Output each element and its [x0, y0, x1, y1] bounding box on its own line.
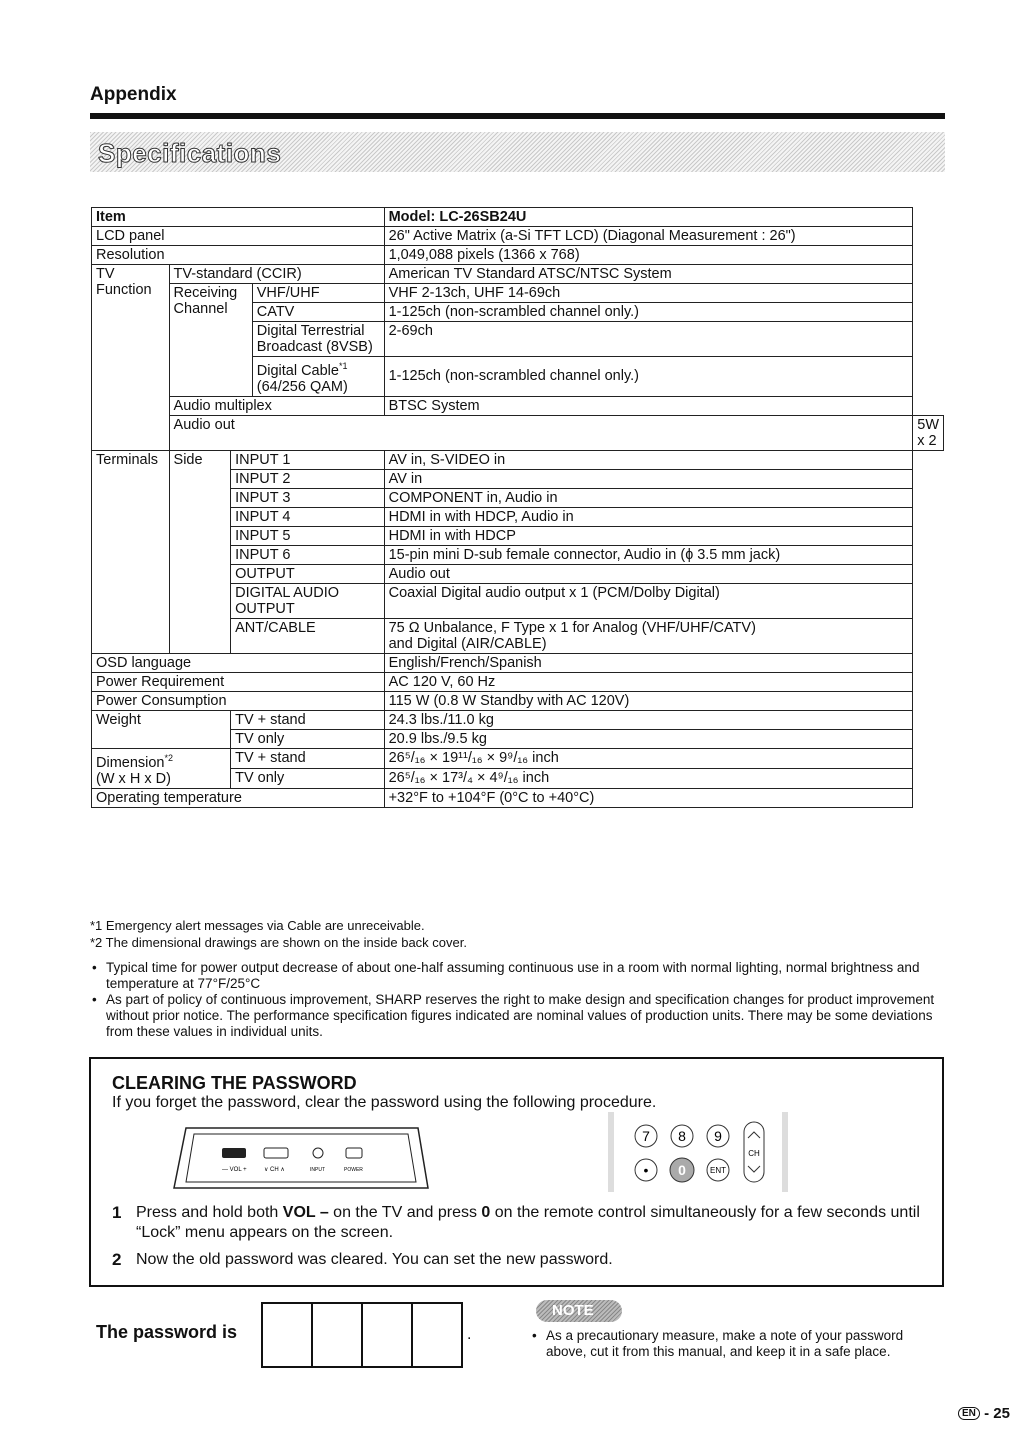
- chevron-up-icon: [748, 1132, 760, 1138]
- row-label: Audio multiplex: [169, 396, 384, 415]
- clearing-password-intro: If you forget the password, clear the password using the following procedure.: [112, 1094, 657, 1111]
- specifications-banner: [90, 132, 945, 172]
- step-1: [112, 1203, 922, 1243]
- header-item: Item: [92, 208, 385, 227]
- tv-label: TV: [96, 266, 115, 282]
- ch-rocker-label: CH: [748, 1149, 760, 1158]
- row-label: INPUT 2: [231, 469, 384, 488]
- table-row: [92, 396, 944, 415]
- input-button-icon: [313, 1148, 323, 1158]
- step-text: Now the old password was cleared. You can set the new password.: [136, 1251, 613, 1268]
- table-row: [92, 208, 944, 227]
- note-badge-label: NOTE: [552, 1302, 594, 1319]
- step-key: 0: [481, 1204, 491, 1221]
- row-value: AC 120 V, 60 Hz: [384, 672, 913, 691]
- section-title: Appendix: [90, 84, 177, 105]
- row-value: 15-pin mini D-sub female connector, Audio in (ɸ 3.5 mm jack): [384, 545, 913, 564]
- row-label: OSD language: [92, 653, 385, 672]
- password-box: [363, 1304, 413, 1366]
- row-value: HDMI in with HDCP, Audio in: [384, 507, 913, 526]
- table-row: [92, 227, 944, 246]
- key-ent-label: ENT: [710, 1166, 726, 1175]
- table-row: [92, 265, 944, 284]
- table-row: [92, 284, 944, 303]
- row-value: BTSC System: [384, 396, 913, 415]
- row-label: Resolution: [92, 246, 385, 265]
- row-label: INPUT 4: [231, 507, 384, 526]
- row-label: CATV: [252, 303, 384, 322]
- step-number: 2: [112, 1250, 122, 1269]
- vol-button-icon: [222, 1148, 246, 1158]
- chevron-down-icon: [748, 1166, 760, 1172]
- row-label: [169, 284, 252, 397]
- row-label: Operating temperature: [92, 788, 385, 807]
- row-value: AV in: [384, 469, 913, 488]
- table-row: [92, 246, 944, 265]
- row-label: ANT/CABLE: [231, 618, 384, 653]
- value-line: 75 Ω Unbalance, F Type x 1 for Analog (VHF/UHF/CATV): [388, 619, 756, 636]
- row-value: 1,049,088 pixels (1366 x 768): [384, 246, 913, 265]
- page-number: [958, 1405, 1010, 1422]
- row-label: Power Consumption: [92, 691, 385, 710]
- footnote-mark: *1: [338, 361, 348, 371]
- footnote-mark: *2: [164, 752, 174, 763]
- row-value: +32°F to +104°F (0°C to +40°C): [384, 788, 913, 807]
- password-period: .: [467, 1326, 472, 1343]
- row-label: TV only: [231, 768, 384, 788]
- vol-label: — VOL +: [222, 1167, 247, 1173]
- row-value: 5W x 2: [913, 415, 944, 450]
- label-line: DIGITAL AUDIO: [235, 584, 340, 601]
- label-line: Digital Terrestrial: [256, 323, 365, 339]
- row-value: Coaxial Digital audio output x 1 (PCM/Dolby Digital): [384, 583, 913, 618]
- key-dot-label: •: [643, 1162, 649, 1178]
- clearing-password-title: CLEARING THE PASSWORD: [112, 1073, 357, 1093]
- row-label: TV + stand: [231, 710, 384, 729]
- row-label: INPUT 5: [231, 526, 384, 545]
- footnote-2: *2 The dimensional drawings are shown on the inside back cover.: [90, 935, 467, 950]
- table-row: [92, 415, 944, 450]
- step-number: 1: [112, 1203, 122, 1222]
- password-label: The password is: [96, 1322, 238, 1342]
- key-9-label: 9: [714, 1128, 722, 1144]
- ch-label: ∨ CH ∧: [264, 1167, 285, 1173]
- row-label: [252, 357, 384, 397]
- page-number-text: - 25: [984, 1405, 1010, 1422]
- row-label: Terminals: [92, 450, 170, 653]
- row-value: VHF 2-13ch, UHF 14-69ch: [384, 284, 913, 303]
- row-value: 2-69ch: [384, 322, 913, 357]
- row-value: COMPONENT in, Audio in: [384, 488, 913, 507]
- row-value: AV in, S-VIDEO in: [384, 450, 913, 469]
- row-label: OUTPUT: [231, 564, 384, 583]
- row-value: 26⁵/₁₆ × 17³/₄ × 4⁹/₁₆ inch: [384, 768, 913, 788]
- row-label: TV only: [231, 729, 384, 748]
- step-text: Press and hold both: [136, 1204, 283, 1221]
- row-label: [252, 322, 384, 357]
- row-value: American TV Standard ATSC/NTSC System: [384, 265, 913, 284]
- password-boxes: [261, 1302, 463, 1368]
- list-item: • As part of policy of continuous improvement, SHARP reserves the right to make design and specification changes for product improvement without prior notice. The performance specification figures indicated are nominal values of production units. There may be some deviations from these values in individual units.: [90, 992, 950, 1040]
- tv-function-label: Function: [96, 282, 152, 298]
- value-line: and Digital (AIR/CABLE): [388, 635, 547, 652]
- row-value: 24.3 lbs./11.0 kg: [384, 710, 913, 729]
- password-box: [263, 1304, 313, 1366]
- tv-control-panel-illustration: [172, 1126, 432, 1190]
- row-label: Weight: [92, 710, 231, 748]
- header-rule: [90, 113, 945, 119]
- row-label: VHF/UHF: [252, 284, 384, 303]
- bullet-list: [90, 960, 950, 1040]
- key-7-label: 7: [642, 1128, 650, 1144]
- step-key: VOL –: [282, 1204, 329, 1221]
- table-row: [92, 691, 944, 710]
- table-row: [92, 450, 944, 469]
- note-text: [530, 1328, 940, 1360]
- table-row: [92, 653, 944, 672]
- header-model: Model: LC-26SB24U: [384, 208, 913, 227]
- table-row: [92, 710, 944, 729]
- row-label: INPUT 6: [231, 545, 384, 564]
- banner-title: Specifications: [98, 138, 282, 168]
- spec-table: [91, 207, 944, 808]
- remote-keypad-illustration: [600, 1112, 796, 1192]
- row-label: [92, 748, 231, 788]
- row-label: TV-standard (CCIR): [169, 265, 384, 284]
- row-value: 20.9 lbs./9.5 kg: [384, 729, 913, 748]
- step-text: on the TV and press: [328, 1204, 482, 1221]
- password-box: [313, 1304, 363, 1366]
- row-label: Power Requirement: [92, 672, 385, 691]
- row-label: LCD panel: [92, 227, 385, 246]
- row-label: [92, 265, 170, 451]
- row-value: 115 W (0.8 W Standby with AC 120V): [384, 691, 913, 710]
- power-button-icon: [346, 1148, 362, 1158]
- row-label: TV + stand: [231, 748, 384, 768]
- row-value: Audio out: [384, 564, 913, 583]
- label-line: Digital Cable: [256, 362, 339, 379]
- key-8-label: 8: [678, 1128, 686, 1144]
- label-line: (W x H x D): [96, 770, 171, 787]
- row-value: 26⁵/₁₆ × 19¹¹/₁₆ × 9⁹/₁₆ inch: [384, 748, 913, 768]
- label-line: (64/256 QAM): [256, 378, 348, 395]
- lang-badge: EN: [958, 1407, 980, 1420]
- row-value: 1-125ch (non-scrambled channel only.): [384, 303, 913, 322]
- channel-label: Channel: [173, 301, 228, 317]
- row-label: [231, 583, 384, 618]
- note-badge: [536, 1300, 622, 1322]
- key-0-label: 0: [678, 1162, 686, 1178]
- table-row: [92, 672, 944, 691]
- step-2: [112, 1250, 922, 1270]
- row-value: 26" Active Matrix (a-Si TFT LCD) (Diagonal Measurement : 26"): [384, 227, 913, 246]
- table-row: [92, 748, 944, 768]
- list-item: • As a precautionary measure, make a note of your password above, cut it from this manual, and keep it in a safe place.: [530, 1328, 940, 1360]
- input-label: INPUT: [310, 1167, 325, 1173]
- row-value: English/French/Spanish: [384, 653, 913, 672]
- row-label: Side: [169, 450, 231, 653]
- row-value: [384, 618, 913, 653]
- password-box: [413, 1304, 461, 1366]
- row-value: HDMI in with HDCP: [384, 526, 913, 545]
- row-value: 1-125ch (non-scrambled channel only.): [384, 357, 913, 397]
- receiving-label: Receiving: [173, 285, 238, 301]
- list-item: • Typical time for power output decrease of about one-half assuming continuous use in a room with normal lighting, normal brightness and temperature at 77°F/25°C: [90, 960, 950, 992]
- row-label: INPUT 1: [231, 450, 384, 469]
- row-label: INPUT 3: [231, 488, 384, 507]
- label-line: Broadcast (8VSB): [256, 339, 373, 355]
- label-line: OUTPUT: [235, 600, 295, 617]
- step-text: on the remote control simultaneously for a few seconds until “Lock” menu appears on the screen.: [136, 1204, 920, 1241]
- ch-button-icon: [264, 1148, 288, 1158]
- row-label: Audio out: [169, 415, 913, 450]
- footnote-1: *1 Emergency alert messages via Cable are unreceivable.: [90, 918, 425, 933]
- power-label: POWER: [344, 1167, 363, 1173]
- label-line: Dimension: [96, 754, 165, 771]
- table-row: [92, 788, 944, 807]
